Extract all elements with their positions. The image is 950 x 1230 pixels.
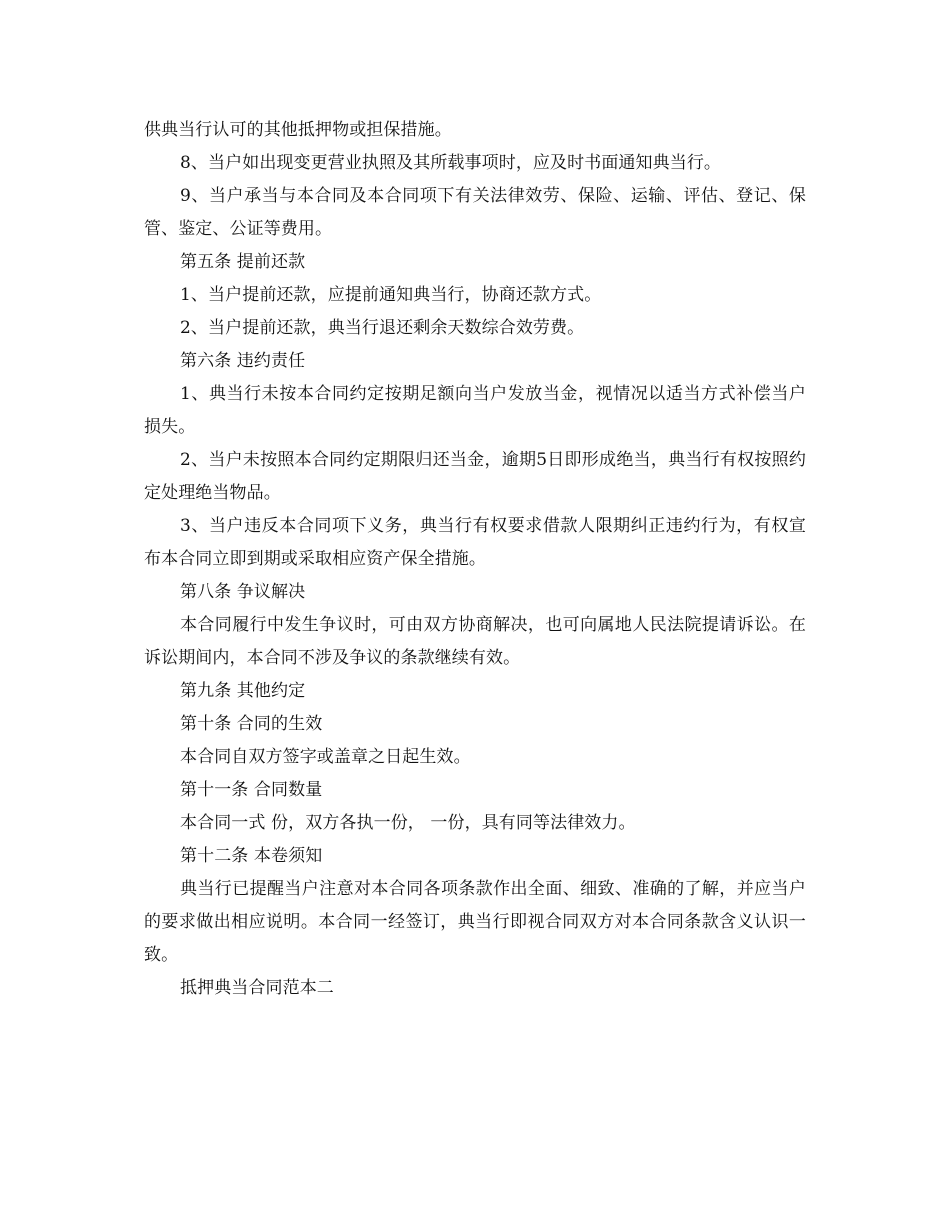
paragraph-article-5-item-1: 1、当户提前还款，应提前通知典当行，协商还款方式。: [180, 285, 602, 305]
section-heading-article-11: 第十一条 合同数量: [180, 780, 323, 800]
paragraph-article-6-item-2: 2、当户未按照本合同约定期限归还当金，逾期5日即形成绝当，典当行有权按照约定处理绝当物品。: [144, 450, 806, 503]
paragraph-article-12-body: 典当行已提醒当户注意对本合同各项条款作出全面、细致、准确的了解，并应当户的要求做出相应说明。本合同一经签订，典当行即视合同双方对本合同条款含义认识一致。: [144, 879, 806, 965]
section-heading-article-6: 第六条 违约责任: [180, 351, 306, 371]
paragraph-article-10-body: 本合同自双方签字或盖章之日起生效。: [180, 747, 471, 767]
section-heading-article-10: 第十条 合同的生效: [180, 714, 323, 734]
paragraph-article-6-item-1: 1、典当行未按本合同约定按期足额向当户发放当金，视情况以适当方式补偿当户损失。: [144, 384, 806, 437]
paragraph-article-11-body: 本合同一式 份，双方各执一份， 一份，具有同等法律效力。: [180, 813, 636, 833]
document-subtitle-template-two: 抵押典当合同范本二: [180, 978, 334, 998]
document-body: [144, 114, 806, 1005]
paragraph-clause-8: 8、当户如出现变更营业执照及其所载事项时，应及时书面通知典当行。: [180, 153, 722, 173]
paragraph-clause-9: 9、当户承当与本合同及本合同项下有关法律效劳、保险、运输、评估、登记、保管、鉴定、公证等费用。: [144, 186, 806, 239]
section-heading-article-9: 第九条 其他约定: [180, 681, 306, 701]
section-heading-article-8: 第八条 争议解决: [180, 582, 306, 602]
paragraph-continuation: 供典当行认可的其他抵押物或担保措施。: [144, 120, 452, 140]
paragraph-article-5-item-2: 2、当户提前还款，典当行退还剩余天数综合效劳费。: [180, 318, 585, 338]
section-heading-article-5: 第五条 提前还款: [180, 252, 306, 272]
paragraph-article-6-item-3: 3、当户违反本合同项下义务，典当行有权要求借款人限期纠正违约行为，有权宣布本合同立即到期或采取相应资产保全措施。: [144, 516, 806, 569]
paragraph-article-8-body: 本合同履行中发生争议时，可由双方协商解决，也可向属地人民法院提请诉讼。在诉讼期间内，本合同不涉及争议的条款继续有效。: [144, 615, 806, 668]
section-heading-article-12: 第十二条 本卷须知: [180, 846, 323, 866]
